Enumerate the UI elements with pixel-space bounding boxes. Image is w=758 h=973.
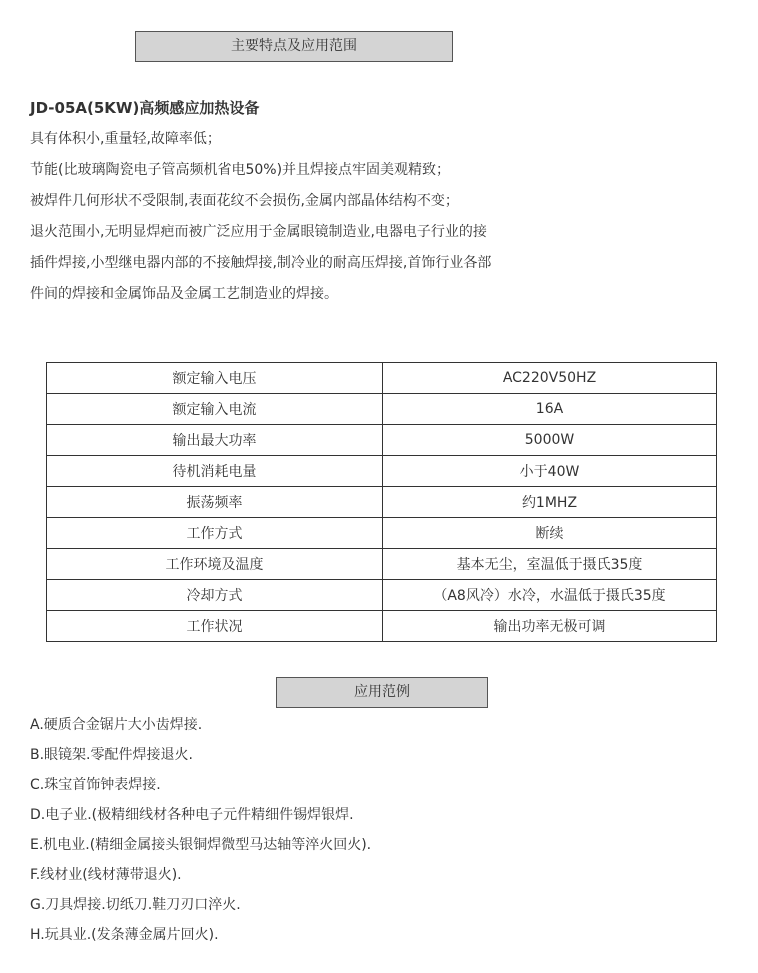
description-line: 退火范围小,无明显焊疤而被广泛应用于金属眼镜制造业,电器电子行业的接 [30,224,487,240]
application-item: D.电子业.(极精细线材各种电子元件精细件锡焊银焊. [30,807,354,823]
table-row [47,456,717,487]
applications-list [30,710,371,950]
spec-label: 额定输入电流 [47,394,383,425]
spec-label: 待机消耗电量 [47,456,383,487]
spec-value: （A8风冷）水冷，水温低于摄氏35度 [383,580,717,611]
application-item: A.硬质合金锯片大小齿焊接. [30,717,203,733]
application-item: B.眼镜架.零配件焊接退火. [30,747,193,763]
spec-label: 工作状况 [47,611,383,642]
table-row [47,518,717,549]
spec-value: AC220V50HZ [383,363,717,394]
description-line: 节能(比玻璃陶瓷电子管高频机省电50%)并且焊接点牢固美观精致； [30,162,451,178]
spec-value: 基本无尘，室温低于摄氏35度 [383,549,717,580]
features-section-header: 主要特点及应用范围 [135,31,453,62]
spec-value: 输出功率无极可调 [383,611,717,642]
table-row [47,363,717,394]
table-row [47,611,717,642]
spec-label: 振荡频率 [47,487,383,518]
table-row [47,394,717,425]
table-row [47,549,717,580]
description-line: 具有体积小,重量轻,故障率低； [30,131,221,147]
spec-value: 16A [383,394,717,425]
application-item: H.玩具业.(发条薄金属片回火). [30,927,219,943]
description-list [30,124,491,310]
spec-label: 工作方式 [47,518,383,549]
product-title: JD-05A(5KW)高频感应加热设备 [30,99,260,117]
spec-value: 小于40W [383,456,717,487]
spec-label: 工作环境及温度 [47,549,383,580]
specs-table [46,362,717,642]
application-item: C.珠宝首饰钟表焊接. [30,777,161,793]
application-item: E.机电业.(精细金属接头银铜焊微型马达轴等淬火回火). [30,837,372,853]
applications-section-header: 应用范例 [276,677,488,708]
description-line: 被焊件几何形状不受限制,表面花纹不会损伤,金属内部晶体结构不变； [30,193,459,209]
application-item: G.刀具焊接.切纸刀.鞋刀刃口淬火. [30,897,241,913]
description-line: 件间的焊接和金属饰品及金属工艺制造业的焊接。 [30,286,338,302]
spec-value: 5000W [383,425,717,456]
spec-label: 额定输入电压 [47,363,383,394]
spec-label: 冷却方式 [47,580,383,611]
description-line: 插件焊接,小型继电器内部的不接触焊接,制冷业的耐高压焊接,首饰行业各部 [30,255,492,271]
table-row [47,580,717,611]
table-row [47,425,717,456]
spec-value: 约1MHZ [383,487,717,518]
table-row [47,487,717,518]
spec-label: 输出最大功率 [47,425,383,456]
application-item: F.线材业(线材薄带退火). [30,867,182,883]
spec-value: 断续 [383,518,717,549]
